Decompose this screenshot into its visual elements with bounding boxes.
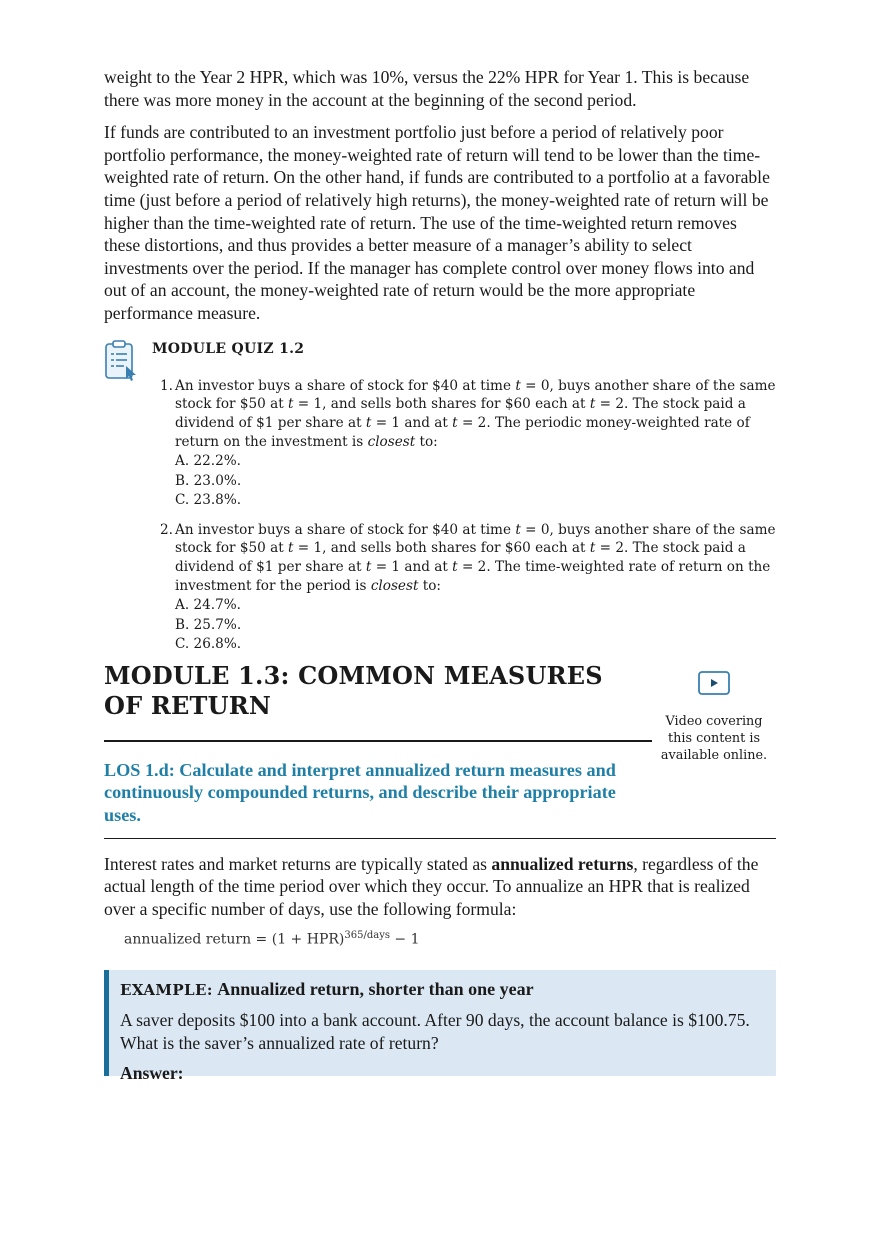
video-note: Video covering this content is available online. (660, 713, 768, 763)
question-number: 1. (160, 377, 173, 394)
example-label: EXAMPLE: (120, 981, 213, 1000)
example-text: A saver deposits $100 into a bank account. After 90 days, the account balance is $100.75. What is the saver’s annualized rate of return? (120, 1010, 750, 1053)
quiz-clipboard-icon (104, 339, 138, 381)
question-stem: An investor buys a share of stock for $40 at time t = 0, buys another share of the same stock for $50 at t = 1, and sells both shares for $60 each at t = 2. The stock paid a dividend of $1 per share at t = 1 and at t = 2. The time-weighted rate of return on the investment for the period is closest to: (175, 521, 776, 594)
question-stem: An investor buys a share of stock for $40 at time t = 0, buys another share of the same stock for $50 at t = 1, and sells both shares for $60 each at t = 2. The stock paid a dividend of $1 per share at t = 1 and at t = 2. The periodic money-weighted rate of return on the investment is closest to: (175, 377, 776, 450)
annualized-paragraph: Interest rates and market returns are typically stated as annualized returns, regardless of the actual length of the time period over which they occur. To annualize an HPR that is realized over a specific number of days, use the following formula: (104, 853, 759, 919)
quiz-title: MODULE QUIZ 1.2 (152, 340, 305, 357)
quiz-question-2 (160, 521, 780, 656)
intro-paragraph-1: weight to the Year 2 HPR, which was 10%, versus the 22% HPR for Year 1. This is because there was more money in the account at the beginning of the second period. (104, 67, 750, 110)
example-title (120, 978, 758, 1001)
module-header (104, 661, 776, 853)
answer-option-c: C. 23.8%. (175, 492, 242, 509)
answer-option-b: B. 23.0%. (175, 472, 242, 489)
question-number: 2. (160, 521, 173, 538)
answer-option-a: A. 22.2%. (175, 452, 241, 469)
video-play-icon[interactable] (698, 671, 730, 695)
example-box (104, 970, 776, 1083)
page-content (104, 66, 776, 1083)
example-name: Annualized return, shorter than one year (217, 979, 534, 1000)
answer-label: Answer: (120, 1062, 184, 1083)
los-statement: LOS 1.d: Calculate and interpret annualized return measures and continuously compounded returns, and describe their appropriate uses. (104, 759, 616, 825)
answer-option-a: A. 24.7%. (175, 596, 241, 613)
answer-option-c: C. 26.8%. (175, 636, 242, 653)
intro-paragraph-2: If funds are contributed to an investment portfolio just before a period of relatively poor portfolio performance, the money-weighted rate of return will tend to be lower than the time-weighted rate of return. On the other hand, if funds are contributed to a portfolio at a favorable time (just before a period of relatively high returns), the money-weighted rate of return will be higher than the time-weighted rate of return. The use of the time-weighted return removes these distortions, and thus provides a better measure of a manager’s ability to select investments over the period. If the manager has complete control over money flows into and out of an account, the money-weighted rate of return would be the more appropriate performance measure. (104, 122, 770, 323)
quiz-question-1 (160, 377, 780, 512)
divider (104, 838, 776, 839)
module-quiz (104, 339, 776, 661)
module-title: MODULE 1.3: COMMON MEASURES OF RETURN (104, 660, 603, 720)
answer-option-b: B. 25.7%. (175, 616, 242, 633)
divider (104, 740, 652, 742)
annualized-return-formula: annualized return = (1 + HPR)$^{365/days}$ − 1 (124, 930, 420, 948)
